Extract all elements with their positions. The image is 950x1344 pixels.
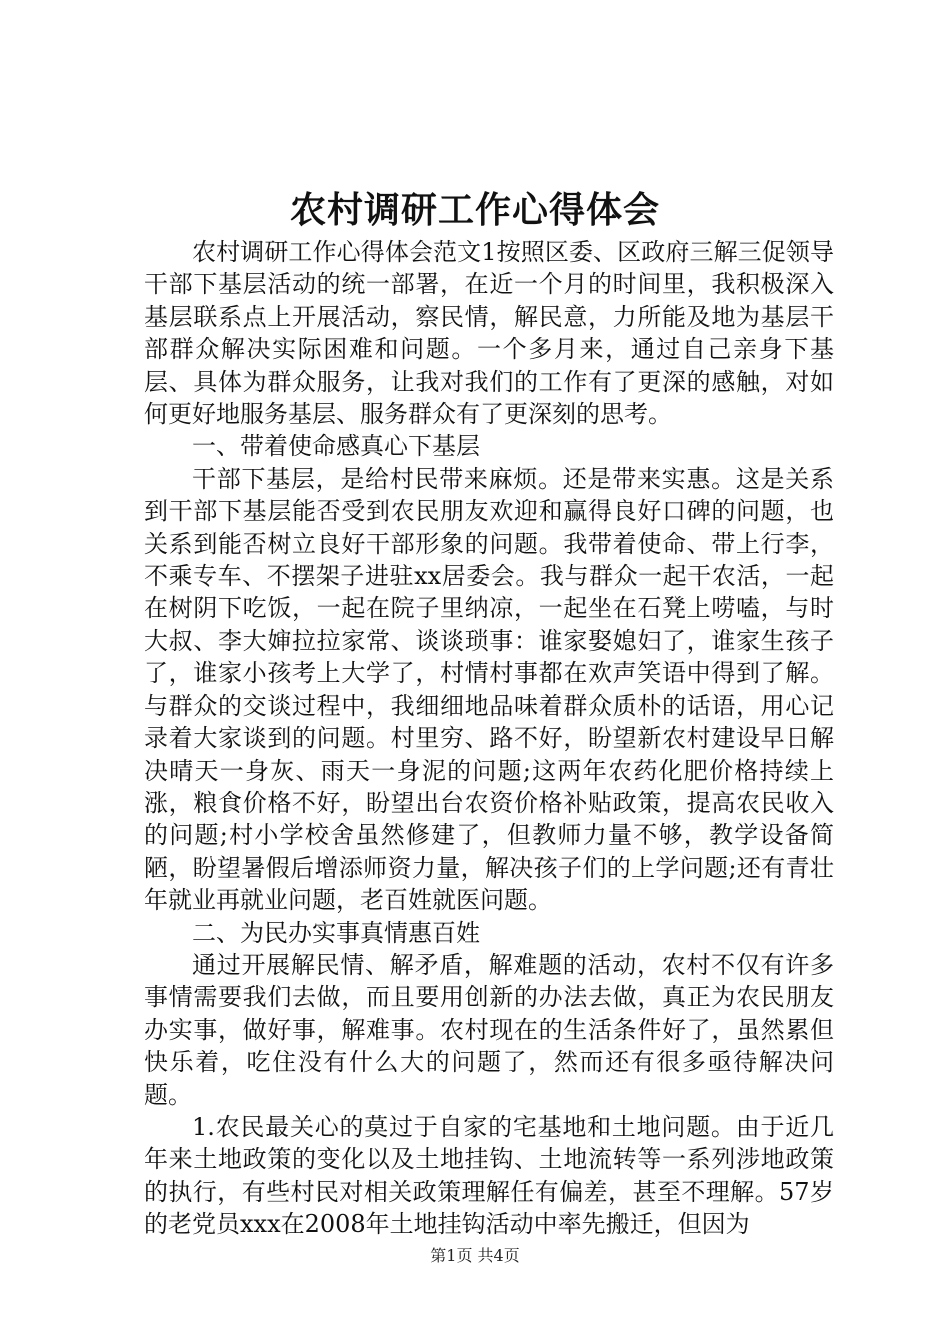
document-body xyxy=(144,236,834,1241)
page-number-footer: 第1页 共4页 xyxy=(430,1246,520,1265)
section-heading-1: 一、带着使命感真心下基层 xyxy=(192,432,480,461)
paragraph-section-2: 通过开展解民情、解矛盾，解难题的活动，农村不仅有许多事情需要我们去做，而且要用创新的办法去做，真正为农民朋友办实事，做好事，解难事。农村现在的生活条件好了，虽然累但快乐着，吃住没有什么大的问题了，然而还有很多亟待解决问题。 xyxy=(144,950,834,1109)
section-heading-2: 二、为民办实事真情惠百姓 xyxy=(192,918,480,947)
document-title: 农村调研工作心得体会 xyxy=(289,189,660,231)
paragraph-intro: 农村调研工作心得体会范文1按照区委、区政府三解三促领导干部下基层活动的统一部署，在近一个月的时间里，我积极深入基层联系点上开展活动，察民情，解民意，力所能及地为基层干部群众解决实际困难和问题。一个多月来，通过自己亲身下基层、具体为群众服务，让我对我们的工作有了更深的感触，对如何更好地服务基层、服务群众有了更深刻的思考。 xyxy=(144,238,834,429)
paragraph-section-1: 干部下基层，是给村民带来麻烦。还是带来实惠。这是关系到干部下基层能否受到农民朋友欢迎和赢得良好口碑的问题，也关系到能否树立良好干部形象的问题。我带着使命、带上行李，不乘专车、不摆架子进驻xx居委会。我与群众一起干农活，一起在树阴下吃饭，一起在院子里纳凉，一起坐在石凳上唠嗑，与时大叔、李大婶拉拉家常、谈谈琐事：谁家娶媳妇了，谁家生孩子了，谁家小孩考上大学了，村情村事都在欢声笑语中得到了解。与群众的交谈过程中，我细细地品味着群众质朴的话语，用心记录着大家谈到的问题。村里穷、路不好，盼望新农村建设早日解决晴天一身灰、雨天一身泥的问题;这两年农药化肥价格持续上涨，粮食价格不好，盼望出台农资价格补贴政策，提高农民收入的问题;村小学校舍虽然修建了，但教师力量不够，教学设备简陋，盼望暑假后增添师资力量，解决孩子们的上学问题;还有青壮年就业再就业问题，老百姓就医问题。 xyxy=(144,464,834,915)
paragraph-item-1: 1.农民最关心的莫过于自家的宅基地和土地问题。由于近几年来土地政策的变化以及土地挂钩、土地流转等一系列涉地政策的执行，有些村民对相关政策理解任有偏差，甚至不理解。57岁的老党员xxx在2008年土地挂钩活动中率先搬迁，但因为 xyxy=(144,1112,834,1239)
